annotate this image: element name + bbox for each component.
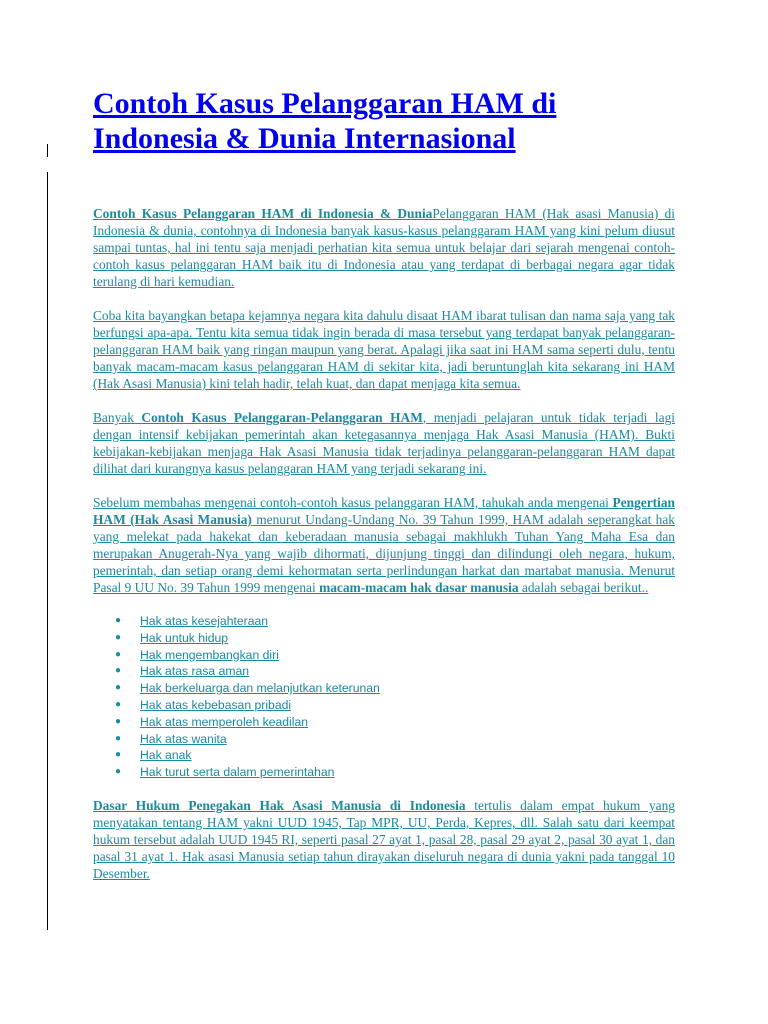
paragraph-dasar-hukum-text: tertulis dalam empat hukum yang menyatakan tentang HAM yakni UUD 1945, Tap MPR, UU, Perda, Kepres, dll. Salah satu dari keempat hukum tersebut adalah UUD 1945 RI, seperti pasal 27 ayat 1, pasal 28, pasal 29 ayat 2, pasal 30 ayat 1, dan pasal 31 ayat 1. Hak asasi Manusia setiap tahun dirayakan diseluruh negara di dunia yakni pada tanggal 10 Desember. [93, 797, 675, 881]
bullet-icon: ● [115, 715, 122, 727]
link-pengertian-ham[interactable]: Pengertian HAM (Hak Asasi Manusia) [93, 495, 675, 527]
article-title-link[interactable]: Contoh Kasus Pelanggaran HAM di Indonesia & Dunia Internasional [93, 87, 557, 155]
bullet-icon: ● [115, 615, 122, 626]
list-item: ● Hak mengembangkan diri [115, 647, 279, 662]
bullet-icon: ● [115, 732, 122, 744]
bullet-icon: ● [115, 766, 122, 778]
article-body [93, 205, 675, 899]
bullet-icon: ● [115, 682, 122, 694]
list-item: ● Hak berkeluarga dan melanjutkan keterunan [115, 681, 380, 696]
list-item: ● Hak atas wanita [115, 731, 227, 746]
paragraph-pengertian-mid: menurut Undang-Undang No. 39 Tahun 1999, HAM adalah seperangkat hak yang melekat pada hakekat dan keberadaan manusia sebagai makhlukh Tuhan Yang Maha Esa dan merupakan Anugerah-Nya yang wajib dihormati, dijunjung tinggi dan dilindungi oleh negara, hukum, pemerintah, dan setiap orang demi kehormatan serta perlindungan harkat dan martabat manusia. Menurut Pasal 9 UU No. 39 Tahun 1999 mengenai [93, 512, 675, 595]
paragraph-bayangkan: Coba kita bayangkan betapa kejamnya negara kita dahulu disaat HAM ibarat tulisan dan nama saja yang tak berfungsi apa-apa. Tentu kita semua tidak ingin berada di masa tersebut yang terdapat banyak pelanggaran-pelanggaran HAM baik yang ringan maupun yang berat. Apalagi jika saat ini HAM sama seperti dulu, tentu banyak macam-macam kasus pelanggaran HAM di sekitar kita, jadi beruntunglah kita sekarang ini HAM (Hak Asasi Manusia) kini telah hadir, telah kuat, dan dapat menjaga kita semua. [93, 308, 675, 391]
list-item: ● Hak atas memperoleh keadilan [115, 714, 309, 729]
bullet-icon: ● [115, 749, 122, 761]
rights-list [93, 613, 675, 781]
paragraph-dasar-hukum [93, 797, 675, 882]
paragraph-banyak [93, 409, 675, 477]
paragraph-pengertian [93, 494, 675, 596]
link-contoh-kasus-lead[interactable]: Contoh Kasus Pelanggaran HAM di Indonesia & Dunia [93, 206, 433, 221]
link-dasar-hukum[interactable]: Dasar Hukum Penegakan Hak Asasi Manusia di Indonesia [93, 797, 466, 813]
bullet-icon: ● [115, 631, 122, 643]
list-item: ● Hak atas kesejahteraan [115, 614, 269, 628]
list-item: ● Hak anak [115, 748, 192, 763]
link-macam-hak-dasar[interactable]: macam-macam hak dasar manusia [319, 580, 519, 595]
paragraph-intro-text: Pelanggaran HAM (Hak asasi Manusia) di Indonesia & dunia, contohnya di Indonesia banyak kasus-kasus pelanggaram HAM yang kini pelum diusut sampai tuntas, hal ini tentu saja menjadi perhatian kita semua untuk belajar dari sejarah mengenai contoh-contoh kasus pelanggaran HAM baik itu di Indonesia atau yang terdapat di berbagai negara agar tidak terulang di hari kemudian. [93, 206, 675, 289]
list-item: ● Hak untuk hidup [115, 630, 229, 645]
paragraph-pengertian-pre: Sebelum membahas mengenai contoh-contoh kasus pelanggaran HAM, tahukah anda mengenai [93, 495, 613, 510]
link-contoh-kasus-pelanggaran[interactable]: Contoh Kasus Pelanggaran-Pelanggaran HAM [141, 410, 423, 425]
list-item: ● Hak atas kebebasan pribadi [115, 697, 292, 712]
margin-rule-main [47, 172, 48, 930]
paragraph-banyak-post: , menjadi pelajaran untuk tidak terjadi lagi dengan intensif kebijakan pemerintah akan ketegasannya menjaga Hak Asasi Manusia (HAM). Bukti kebijakan-kebijakan menjaga Hak Asasi Manusia tidak terjadinya pelanggaran-pelanggaran HAM dapat dilihat dari kurangnya kasus pelanggaran HAM yang terjadi sekarang ini. [93, 410, 675, 476]
bullet-icon: ● [115, 698, 122, 710]
paragraph-banyak-pre: Banyak [93, 410, 142, 425]
list-item: ● Hak atas rasa aman [115, 664, 250, 679]
margin-rule-top [47, 144, 48, 157]
bullet-icon: ● [115, 648, 122, 660]
bullet-icon: ● [115, 665, 122, 677]
paragraph-pengertian-post: adalah sebagai berikut.. [518, 580, 649, 595]
list-item: ● Hak turut serta dalam pemerintahan [115, 765, 335, 780]
paragraph-intro [93, 205, 675, 290]
